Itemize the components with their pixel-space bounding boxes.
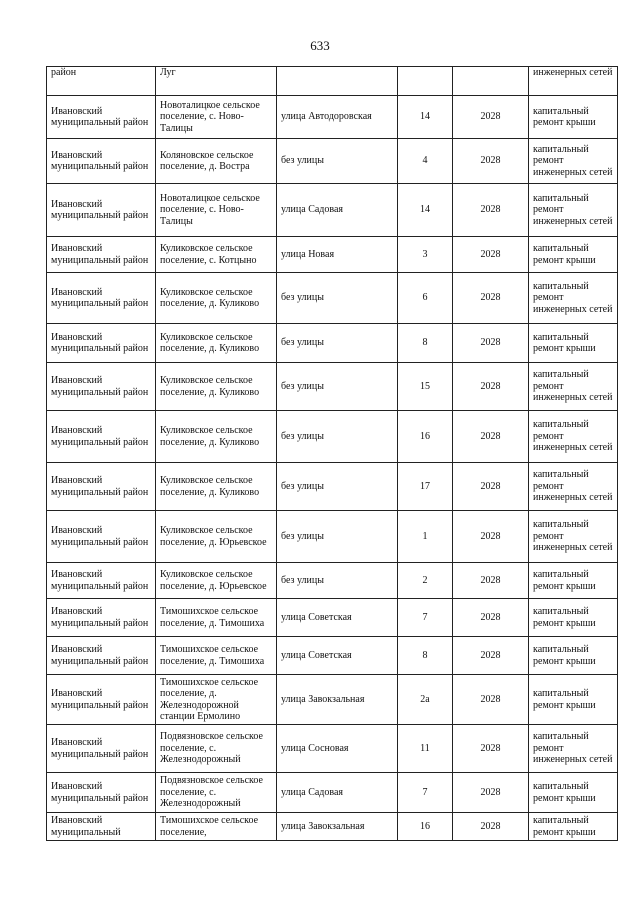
settlement-cell: Куликовское сельское поселение, д. Куликово (156, 411, 277, 463)
work-type-cell: капитальный ремонт инженерных сетей (529, 273, 618, 324)
district-cell: район (47, 67, 156, 96)
house-number-cell: 1 (398, 511, 453, 563)
page-number: 633 (310, 38, 330, 53)
work-type-cell: капитальный ремонт крыши (529, 96, 618, 139)
table-row (47, 139, 618, 184)
table-row (47, 675, 618, 725)
district-cell: Ивановский муниципальный район (47, 184, 156, 237)
settlement-cell: Куликовское сельское поселение, д. Куликово (156, 463, 277, 511)
table-row (47, 813, 618, 841)
year-cell: 2028 (453, 463, 529, 511)
year-cell: 2028 (453, 637, 529, 675)
district-cell: Ивановский муниципальный район (47, 637, 156, 675)
work-type-cell: капитальный ремонт инженерных сетей (529, 411, 618, 463)
work-type-cell: капитальный ремонт крыши (529, 324, 618, 363)
settlement-cell: Луг (156, 67, 277, 96)
year-cell: 2028 (453, 773, 529, 813)
year-cell: 2028 (453, 411, 529, 463)
settlement-cell: Куликовское сельское поселение, д. Юрьевское (156, 563, 277, 599)
table-row (47, 637, 618, 675)
year-cell: 2028 (453, 813, 529, 841)
work-type-cell: капитальный ремонт крыши (529, 563, 618, 599)
district-cell: Ивановский муниципальный район (47, 237, 156, 273)
work-type-cell: капитальный ремонт инженерных сетей (529, 363, 618, 411)
settlement-cell: Коляновское сельское поселение, д. Востра (156, 139, 277, 184)
house-number-cell: 8 (398, 324, 453, 363)
year-cell: 2028 (453, 324, 529, 363)
table-row (47, 725, 618, 773)
year-cell: 2028 (453, 725, 529, 773)
street-cell: без улицы (277, 139, 398, 184)
settlement-cell: Тимошихское сельское поселение, д. Тимошиха (156, 599, 277, 637)
settlement-cell: Тимошихское сельское поселение, (156, 813, 277, 841)
district-cell: Ивановский муниципальный район (47, 324, 156, 363)
street-cell (277, 67, 398, 96)
house-number-cell: 14 (398, 96, 453, 139)
table-row (47, 67, 618, 96)
table-row (47, 511, 618, 563)
street-cell: без улицы (277, 563, 398, 599)
district-cell: Ивановский муниципальный район (47, 463, 156, 511)
district-cell: Ивановский муниципальный район (47, 511, 156, 563)
work-type-cell: капитальный ремонт инженерных сетей (529, 184, 618, 237)
street-cell: улица Советская (277, 599, 398, 637)
settlement-cell: Подвязновское сельское поселение, с. Железнодорожный (156, 725, 277, 773)
table-row (47, 273, 618, 324)
work-type-cell: капитальный ремонт крыши (529, 773, 618, 813)
street-cell: без улицы (277, 411, 398, 463)
settlement-cell: Куликовское сельское поселение, д. Юрьевское (156, 511, 277, 563)
settlement-cell: Тимошихское сельское поселение, д. Железнодорожной станции Ермолино (156, 675, 277, 725)
house-number-cell (398, 67, 453, 96)
table-row (47, 184, 618, 237)
table-row (47, 563, 618, 599)
work-type-cell: капитальный ремонт крыши (529, 637, 618, 675)
settlement-cell: Подвязновское сельское поселение, с. Железнодорожный (156, 773, 277, 813)
work-type-cell: капитальный ремонт инженерных сетей (529, 725, 618, 773)
street-cell: улица Советская (277, 637, 398, 675)
street-cell: улица Новая (277, 237, 398, 273)
table-row (47, 599, 618, 637)
table-row (47, 324, 618, 363)
district-cell: Ивановский муниципальный район (47, 363, 156, 411)
settlement-cell: Новоталицкое сельское поселение, с. Ново-Талицы (156, 96, 277, 139)
district-cell: Ивановский муниципальный район (47, 411, 156, 463)
table-row (47, 463, 618, 511)
house-number-cell: 14 (398, 184, 453, 237)
district-cell: Ивановский муниципальный район (47, 675, 156, 725)
year-cell: 2028 (453, 273, 529, 324)
street-cell: без улицы (277, 511, 398, 563)
work-type-cell: капитальный ремонт крыши (529, 675, 618, 725)
street-cell: без улицы (277, 463, 398, 511)
work-type-cell: инженерных сетей (529, 67, 618, 96)
settlement-cell: Куликовское сельское поселение, с. Котцыно (156, 237, 277, 273)
table-row (47, 363, 618, 411)
street-cell: улица Завокзальная (277, 675, 398, 725)
house-number-cell: 16 (398, 813, 453, 841)
street-cell: улица Садовая (277, 184, 398, 237)
table-row (47, 237, 618, 273)
street-cell: улица Садовая (277, 773, 398, 813)
house-number-cell: 2 (398, 563, 453, 599)
house-number-cell: 17 (398, 463, 453, 511)
district-cell: Ивановский муниципальный район (47, 273, 156, 324)
year-cell: 2028 (453, 184, 529, 237)
district-cell: Ивановский муниципальный район (47, 139, 156, 184)
settlement-cell: Тимошихское сельское поселение, д. Тимошиха (156, 637, 277, 675)
year-cell: 2028 (453, 237, 529, 273)
settlement-cell: Куликовское сельское поселение, д. Куликово (156, 273, 277, 324)
table-row (47, 96, 618, 139)
street-cell: улица Завокзальная (277, 813, 398, 841)
work-type-cell: капитальный ремонт крыши (529, 599, 618, 637)
year-cell: 2028 (453, 139, 529, 184)
year-cell: 2028 (453, 675, 529, 725)
house-number-cell: 11 (398, 725, 453, 773)
work-type-cell: капитальный ремонт крыши (529, 813, 618, 841)
house-number-cell: 7 (398, 599, 453, 637)
district-cell: Ивановский муниципальный (47, 813, 156, 841)
house-number-cell: 16 (398, 411, 453, 463)
settlement-cell: Куликовское сельское поселение, д. Куликово (156, 324, 277, 363)
street-cell: улица Сосновая (277, 725, 398, 773)
work-type-cell: капитальный ремонт инженерных сетей (529, 463, 618, 511)
district-cell: Ивановский муниципальный район (47, 725, 156, 773)
work-type-cell: капитальный ремонт инженерных сетей (529, 139, 618, 184)
district-cell: Ивановский муниципальный район (47, 599, 156, 637)
year-cell: 2028 (453, 599, 529, 637)
settlement-cell: Куликовское сельское поселение, д. Куликово (156, 363, 277, 411)
house-number-cell: 3 (398, 237, 453, 273)
year-cell: 2028 (453, 511, 529, 563)
settlement-cell: Новоталицкое сельское поселение, с. Ново-Талицы (156, 184, 277, 237)
year-cell (453, 67, 529, 96)
work-type-cell: капитальный ремонт крыши (529, 237, 618, 273)
year-cell: 2028 (453, 96, 529, 139)
table-row (47, 773, 618, 813)
district-cell: Ивановский муниципальный район (47, 96, 156, 139)
house-number-cell: 8 (398, 637, 453, 675)
house-number-cell: 2а (398, 675, 453, 725)
district-cell: Ивановский муниципальный район (47, 773, 156, 813)
year-cell: 2028 (453, 563, 529, 599)
street-cell: без улицы (277, 324, 398, 363)
house-number-cell: 7 (398, 773, 453, 813)
work-type-cell: капитальный ремонт инженерных сетей (529, 511, 618, 563)
table-row (47, 411, 618, 463)
house-number-cell: 4 (398, 139, 453, 184)
house-number-cell: 6 (398, 273, 453, 324)
house-number-cell: 15 (398, 363, 453, 411)
year-cell: 2028 (453, 363, 529, 411)
street-cell: улица Автодоровская (277, 96, 398, 139)
district-cell: Ивановский муниципальный район (47, 563, 156, 599)
housing-repair-table (46, 66, 618, 841)
street-cell: без улицы (277, 273, 398, 324)
street-cell: без улицы (277, 363, 398, 411)
